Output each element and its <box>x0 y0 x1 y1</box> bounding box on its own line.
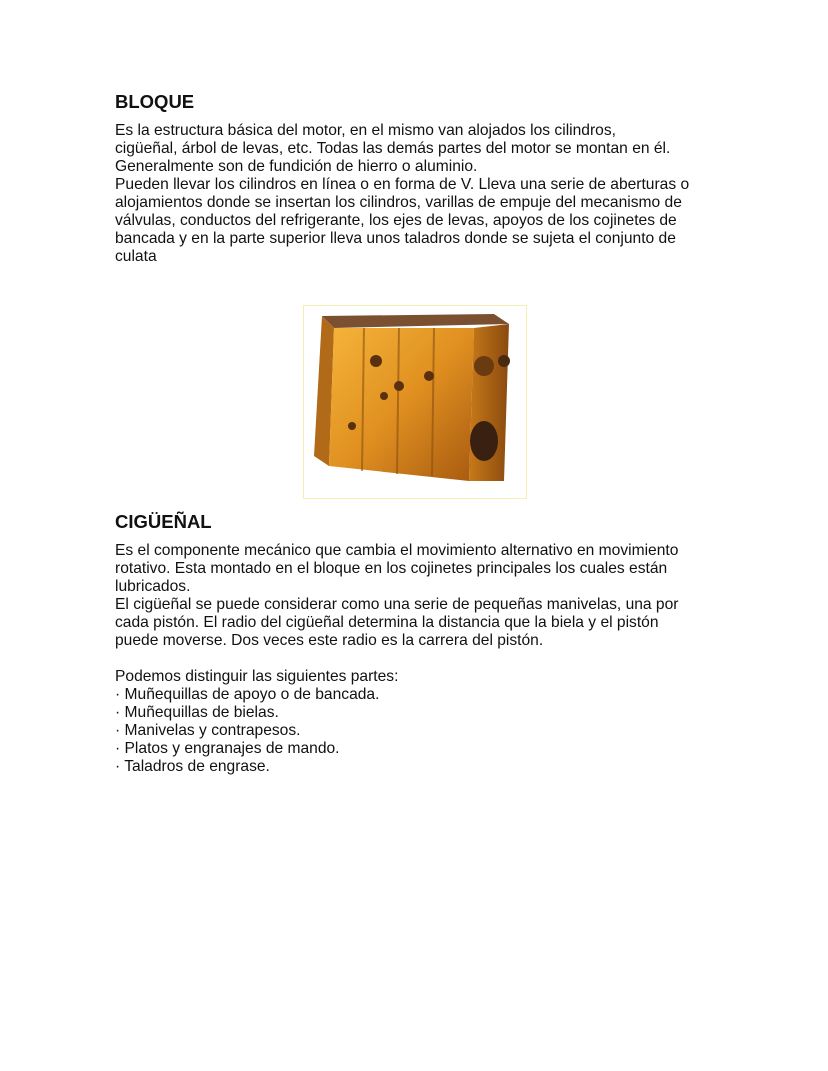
list-item: · Taladros de engrase. <box>115 758 270 775</box>
text-line: cigüeñal, árbol de levas, etc. Todas las demás partes del motor se montan en él. <box>115 140 671 157</box>
heading-ciguenal: CIGÜEÑAL <box>115 511 212 532</box>
text-line: lubricados. <box>115 578 191 595</box>
heading-bloque: BLOQUE <box>115 91 195 112</box>
text-line: Generalmente son de fundición de hierro o aluminio. <box>115 158 478 175</box>
text-line: válvulas, conductos del refrigerante, los ejes de levas, apoyos de los cojinetes de <box>115 212 677 229</box>
engine-block-image <box>303 305 527 499</box>
text-line: culata <box>115 248 157 265</box>
text-line: El cigüeñal se puede considerar como una serie de pequeñas manivelas, una por <box>115 596 679 613</box>
bloque-paragraph <box>115 122 689 266</box>
text-line: Es el componente mecánico que cambia el movimiento alternativo en movimiento <box>115 542 679 559</box>
text-line: Pueden llevar los cilindros en línea o en forma de V. Lleva una serie de aberturas o <box>115 176 690 193</box>
list-item: · Platos y engranajes de mando. <box>115 740 340 757</box>
text-line: puede moverse. Dos veces este radio es la carrera del pistón. <box>115 632 544 649</box>
list-intro: Podemos distinguir las siguientes partes: <box>115 668 399 685</box>
list-item: · Muñequillas de apoyo o de bancada. <box>115 686 380 703</box>
text-line: Es la estructura básica del motor, en el mismo van alojados los cilindros, <box>115 122 616 139</box>
text-line: rotativo. Esta montado en el bloque en los cojinetes principales los cuales están <box>115 560 668 577</box>
text-line: bancada y en la parte superior lleva unos taladros donde se sujeta el conjunto de <box>115 230 676 247</box>
text-line: alojamientos donde se insertan los cilindros, varillas de empuje del mecanismo de <box>115 194 682 211</box>
list-item: · Muñequillas de bielas. <box>115 704 279 721</box>
list-item: · Manivelas y contrapesos. <box>115 722 301 739</box>
ciguenal-paragraph <box>115 542 678 776</box>
text-line: cada pistón. El radio del cigüeñal determina la distancia que la biela y el pistón <box>115 614 659 631</box>
